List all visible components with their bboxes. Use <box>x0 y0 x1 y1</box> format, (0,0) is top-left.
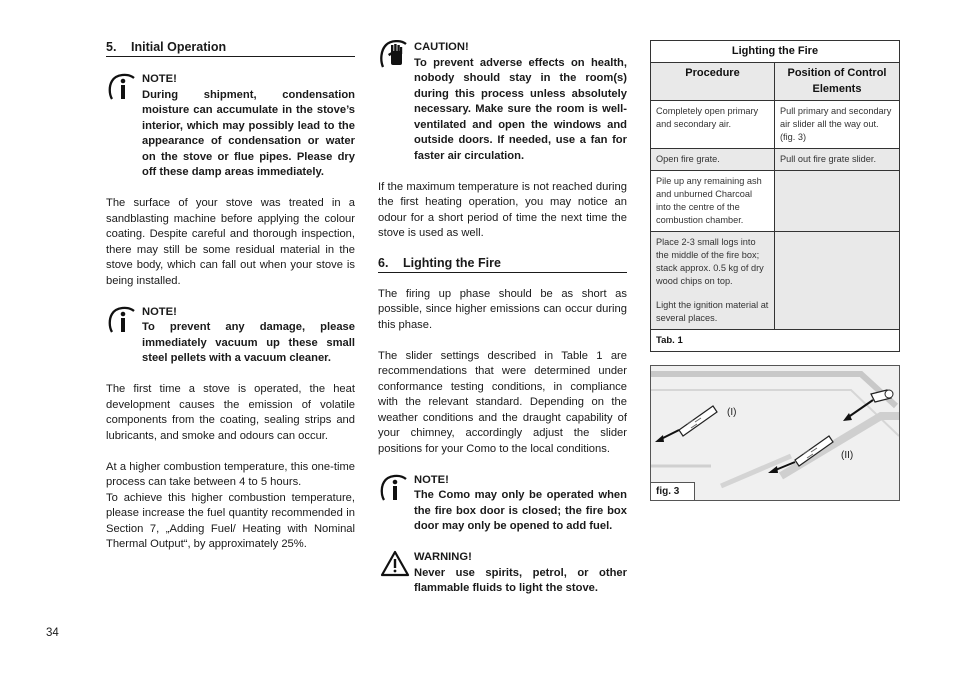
paragraph: The firing up phase should be as short as possible, since higher emissions can occur during this phase. <box>378 287 627 331</box>
table-cell <box>775 232 899 329</box>
table-cell <box>651 232 775 329</box>
warning-text: Never use spirits, petrol, or other flammable fluids to light the stove. <box>414 566 627 594</box>
caution-text: To prevent adverse effects on health, nobody should stay in the room(s) during this process unless absolutely necessary. Make sure the room is well-ventilated and open the windows and outside doors. If needed, use a fan for faster air circulation. <box>414 56 627 162</box>
section-title: Initial Operation <box>131 40 227 54</box>
figure-caption: fig. 3 <box>651 482 695 500</box>
note-text: During shipment, condensation moisture can accumulate in the stove’s interior, which may possibly lead to the appearance of condensation or water on the stove or flue pipes. Please dry off these damp areas immediately. <box>142 88 355 178</box>
left-column <box>106 40 355 553</box>
lighting-table <box>650 40 900 352</box>
page-number: 34 <box>46 627 59 639</box>
note-vacuum <box>106 305 355 367</box>
note-door <box>378 473 627 535</box>
warning-triangle-icon <box>380 550 410 578</box>
right-column <box>650 40 900 352</box>
table-cell: Pull out fire grate slider. <box>780 154 877 164</box>
paragraph: The slider settings described in Table 1 are recommendations that were determined under conformance testing conditions, in compliance with the relevant standard. Depending on the weather conditions and the draught capability of your chimney, accordingly adjust the slider positions for your Como to the local conditions. <box>378 349 627 455</box>
primary-air-slider <box>655 406 717 442</box>
section-5-heading <box>106 40 355 57</box>
figure-3 <box>650 365 900 501</box>
warning-label: WARNING! <box>414 551 472 563</box>
table-row <box>651 170 899 231</box>
table-cell-text: Place 2-3 small logs into the middle of the fire box; stack approx. 0.5 kg of dry wood chips on top. <box>656 237 764 286</box>
table-title: Lighting the Fire <box>731 45 819 57</box>
table-row <box>651 100 899 148</box>
note-label: NOTE! <box>414 473 449 486</box>
caution-label: CAUTION! <box>414 41 469 53</box>
table-caption: Tab. 1 <box>656 335 683 346</box>
table-cell: Pull primary and secondary air slider all the way out. (fig. 3) <box>780 106 892 142</box>
caution-notice <box>378 40 627 164</box>
table-header-position: Position of Control Elements <box>787 67 887 95</box>
section-title: Lighting the Fire <box>403 255 501 270</box>
info-icon <box>108 305 138 333</box>
table-row <box>651 231 899 329</box>
table-cell <box>775 171 899 231</box>
section-6-heading <box>378 256 627 273</box>
note-label: NOTE! <box>142 305 177 318</box>
paragraph: The first time a stove is operated, the heat development causes the emission of volatile components from the coating, sealing strips and lubricants, and smoke and odours can occur. <box>106 383 355 442</box>
middle-column <box>378 40 627 597</box>
figure-label-1: (I) <box>727 407 737 418</box>
paragraph: To achieve this higher combustion temperature, please increase the fuel quantity recommended in Section 7, „Adding Fuel/ Heating with Nominal Thermal Output“, by approximately 25%. <box>106 491 355 550</box>
paragraph: The surface of your stove was treated in a sandblasting machine before applying the colour coating. Despite careful and thorough inspection, there may still be some residual material in the stove body, which can fall out when your stove is being installed. <box>106 197 355 287</box>
table-cell: Open fire grate. <box>651 149 775 170</box>
note-text: To prevent any damage, please immediately vacuum up these small steel pellets with a vacuum cleaner. <box>142 321 355 364</box>
table-cell: Pile up any remaining ash and unburned Charcoal into the centre of the combustion chamber. <box>651 171 775 231</box>
info-icon <box>380 473 410 501</box>
note-label: NOTE! <box>142 73 177 85</box>
figure-label-2: (II) <box>841 450 854 461</box>
paragraph: At a higher combustion temperature, this one-time process can take between 4 to 5 hours. <box>106 460 355 488</box>
table-cell: Completely open primary and secondary air. <box>651 101 775 148</box>
section-number: 6. <box>378 255 389 270</box>
table-row <box>651 148 899 170</box>
info-icon <box>108 72 138 100</box>
table-cell-text: Light the ignition material at several places. <box>656 300 769 323</box>
note-condensation <box>106 72 355 181</box>
section-number: 5. <box>106 40 117 54</box>
note-text: The Como may only be operated when the fire box door is closed; the fire box door may only be opened to add fuel. <box>414 489 627 532</box>
paragraph: If the maximum temperature is not reached during the first heating operation, you may notice an odour for a short period of time the next time the stove is used as well. <box>378 180 627 239</box>
table-header-procedure: Procedure <box>651 63 775 100</box>
warning-notice <box>378 550 627 597</box>
caution-hand-icon <box>380 40 410 68</box>
stove-sliders-illustration <box>651 366 899 500</box>
